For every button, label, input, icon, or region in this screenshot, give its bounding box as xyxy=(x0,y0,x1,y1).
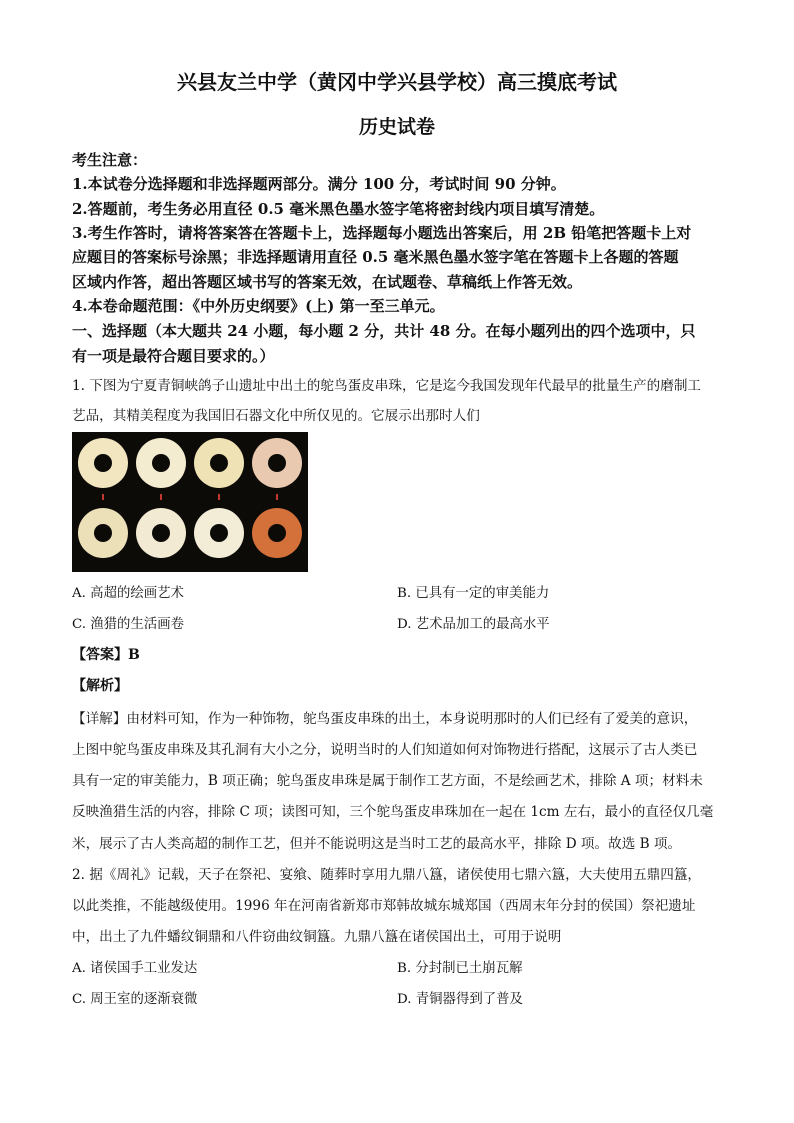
exam-subtitle: 历史试卷 xyxy=(358,116,435,138)
q1-analysis-tag: 【解析】 xyxy=(72,678,128,694)
exam-title: 兴县友兰中学（黄冈中学兴县学校）高三摸底考试 xyxy=(177,70,617,94)
bead-image xyxy=(194,438,244,488)
q1-option-d: D. 艺术品加工的最高水平 xyxy=(397,617,550,632)
q1-option-a: A. 高超的绘画艺术 xyxy=(72,586,184,601)
notice-line: 应题目的答案标号涂黑；非选择题请用直径 0.5 毫米黑色墨水签字笔在答题卡上各题的答题 xyxy=(72,248,679,266)
q1-stem: 艺品，其精美程度为我国旧石器文化中所仅见的。它展示出那时人们 xyxy=(72,408,480,424)
bead-thread xyxy=(102,494,104,500)
q1-analysis-line: 具有一定的审美能力，B 项正确；鸵鸟蛋皮串珠是属于制作工艺方面，不是绘画艺术，排除 A 项；材料未 xyxy=(72,773,703,789)
notice-heading: 考生注意： xyxy=(72,151,148,169)
q1-analysis-line: 上图中鸵鸟蛋皮串珠及其孔洞有大小之分，说明当时的人们知道如何对饰物进行搭配，这展示了古人类已 xyxy=(72,742,698,758)
bead-image xyxy=(252,438,302,488)
q1-answer: 【答案】B xyxy=(72,647,140,663)
q1-analysis-line: 【详解】由材料可知，作为一种饰物，鸵鸟蛋皮串珠的出土，本身说明那时的人们已经有了爱美的意识， xyxy=(72,711,698,727)
q2-stem: 2. 据《周礼》记载，天子在祭祀、宴飨、随葬时享用九鼎八簋，诸侯使用七鼎六簋，大夫使用五鼎四簋， xyxy=(72,867,702,883)
q1-analysis-line: 反映渔猎生活的内容，排除 C 项；读图可知，三个鸵鸟蛋皮串珠加在一起在 1cm 左右，最小的直径仅几毫 xyxy=(72,804,714,820)
q2-option-c: C. 周王室的逐渐衰微 xyxy=(72,992,198,1007)
q1-option-b: B. 已具有一定的审美能力 xyxy=(397,586,550,601)
bead-thread xyxy=(218,494,220,500)
bead-image xyxy=(136,508,186,558)
q1-stem: 1. 下图为宁夏青铜峡鸽子山遗址中出土的鸵鸟蛋皮串珠，它是迄今我国发现年代最早的批量生产的磨制工 xyxy=(72,378,702,394)
section-heading: 有一项是最符合题目要求的。） xyxy=(72,347,275,365)
bead-thread xyxy=(276,494,278,500)
bead-image xyxy=(136,438,186,488)
q2-stem: 以此类推，不能越级使用。1996 年在河南省新郑市郑韩故城东城郑国（西周末年分封的侯国）祭祀遗址 xyxy=(72,898,696,914)
bead-image xyxy=(252,508,302,558)
ostrich-eggshell-beads-photo xyxy=(72,432,308,572)
notice-line: 3.考生作答时，请将答案答在答题卡上，选择题每小题选出答案后，用 2B 铅笔把答题卡上对 xyxy=(72,224,692,242)
q2-option-a: A. 诸侯国手工业发达 xyxy=(72,961,198,976)
bead-image xyxy=(78,508,128,558)
notice-line: 2.答题前，考生务必用直径 0.5 毫米黑色墨水签字笔将密封线内项目填写清楚。 xyxy=(72,200,605,218)
q1-option-c: C. 渔猎的生活画卷 xyxy=(72,617,185,632)
bead-image xyxy=(194,508,244,558)
section-heading: 一、选择题（本大题共 24 小题，每小题 2 分，共计 48 分。在每小题列出的四个选项中，只 xyxy=(72,322,696,340)
q2-option-b: B. 分封制已土崩瓦解 xyxy=(397,961,523,976)
notice-line: 4.本卷命题范围：《中外历史纲要》(上) 第一至三单元。 xyxy=(72,297,445,315)
q1-analysis-line: 米，展示了古人类高超的制作工艺，但并不能说明这是当时工艺的最高水平，排除 D 项。故选 B 项。 xyxy=(72,836,682,852)
q2-stem: 中，出土了九件蟠纹铜鼎和八件窃曲纹铜簋。九鼎八簋在诸侯国出土，可用于说明 xyxy=(72,929,562,945)
q2-option-d: D. 青铜器得到了普及 xyxy=(397,992,523,1007)
notice-line: 1.本试卷分选择题和非选择题两部分。满分 100 分，考试时间 90 分钟。 xyxy=(72,175,566,193)
notice-line: 区域内作答，超出答题区域书写的答案无效，在试题卷、草稿纸上作答无效。 xyxy=(72,273,583,291)
bead-image xyxy=(78,438,128,488)
bead-thread xyxy=(160,494,162,500)
